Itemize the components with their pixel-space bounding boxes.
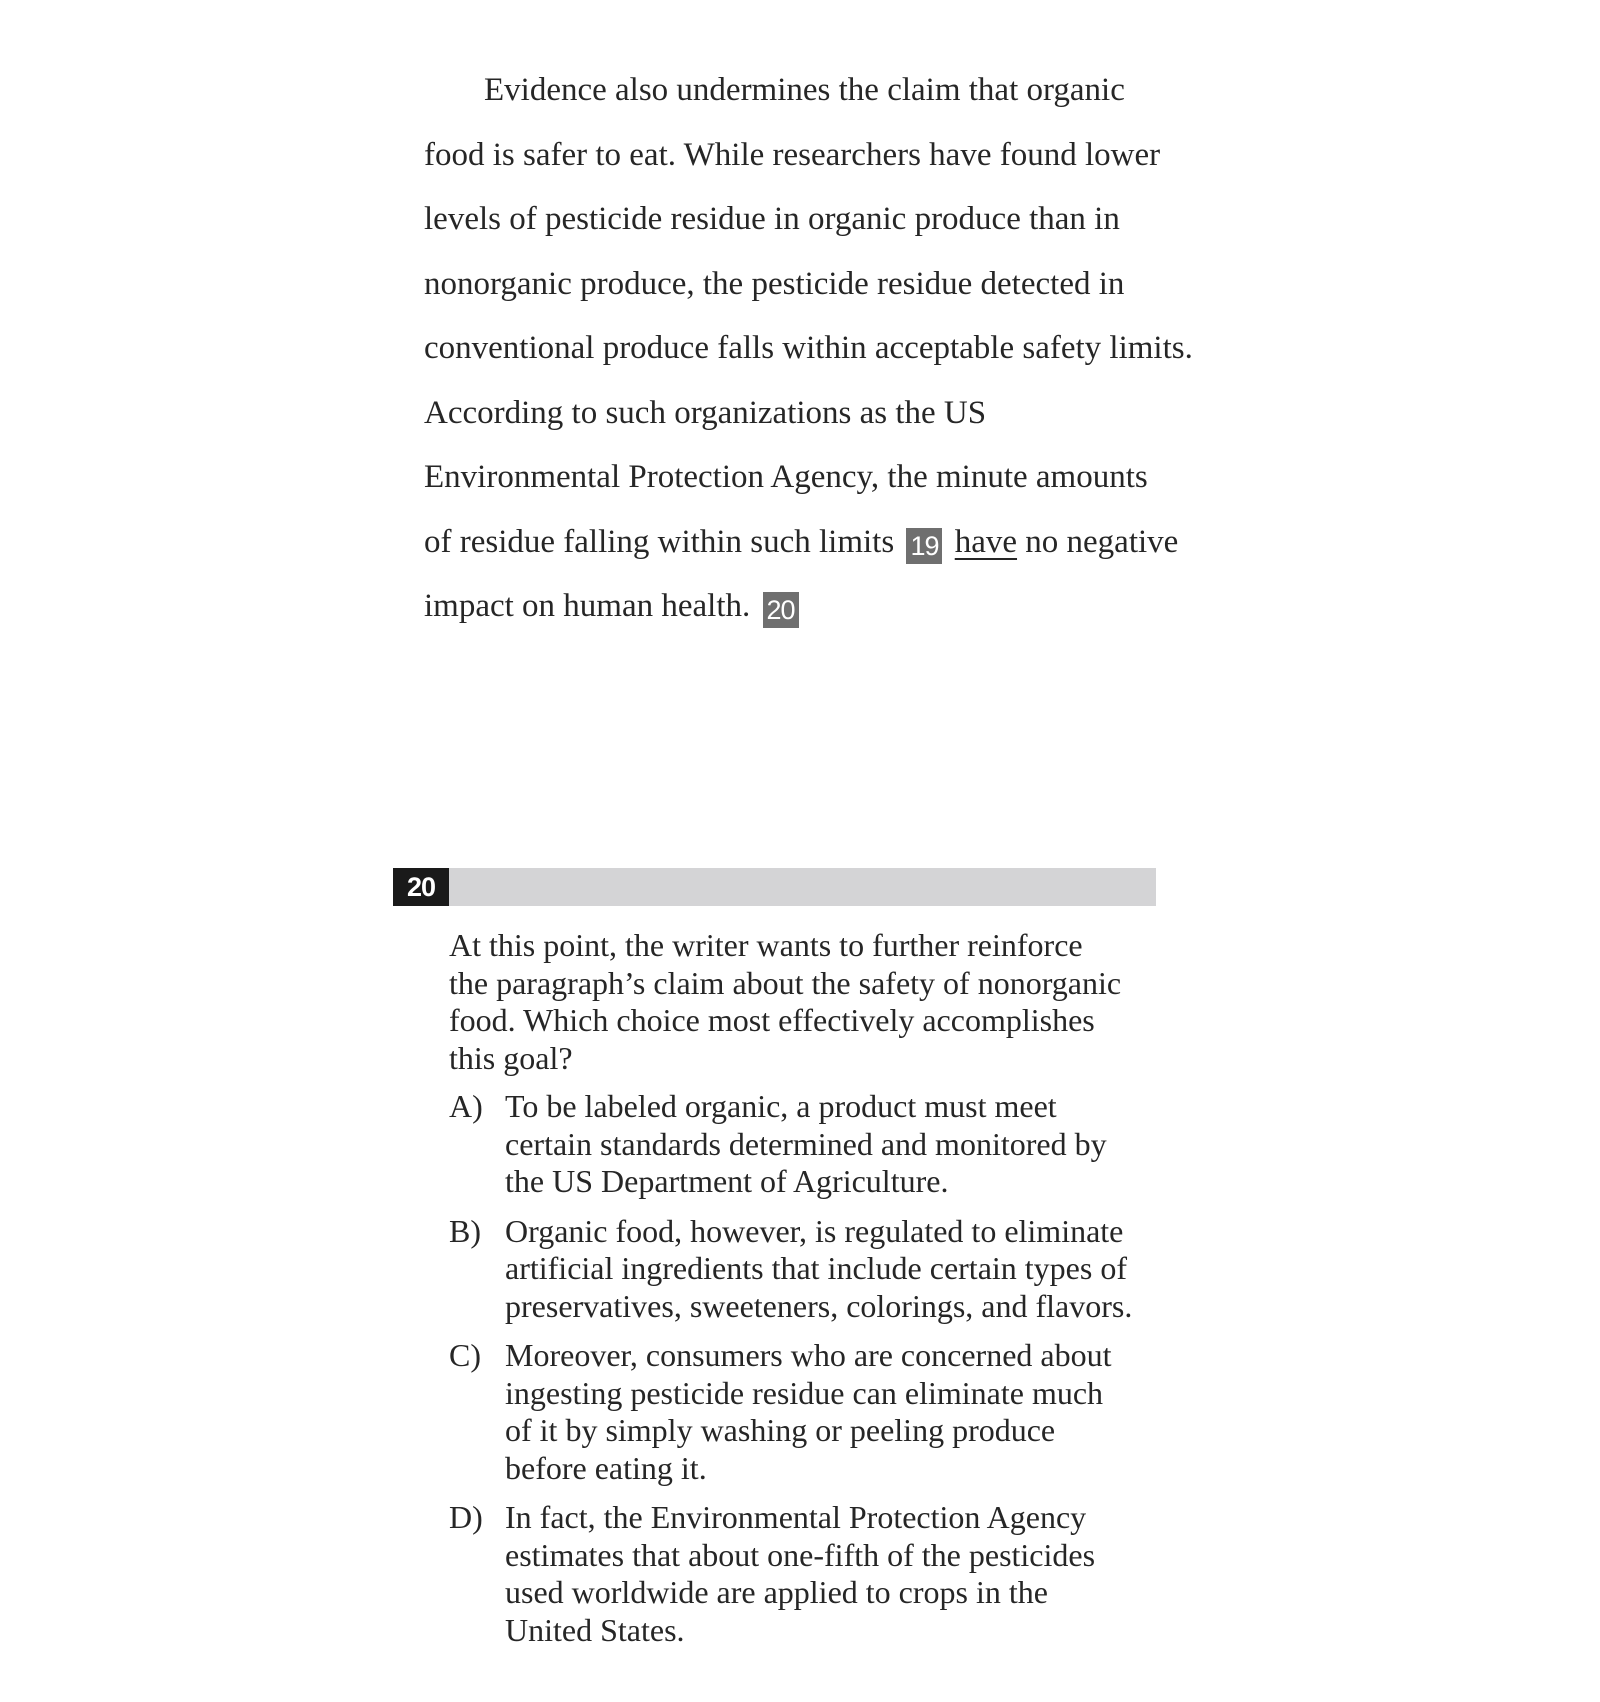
question-marker-20[interactable]: 20 [763,592,799,628]
passage-text: of residue falling within such limits [424,523,895,560]
answer-choice-b[interactable] [449,1213,1189,1326]
choice-line: Organic food, however, is regulated to eliminate [505,1212,1124,1249]
choice-line: Moreover, consumers who are concerned about [505,1337,1112,1373]
question-header-bar [393,868,1156,906]
choice-line: In fact, the Environmental Protection Agency [505,1499,1087,1535]
passage [424,58,1224,639]
choice-line: of it by simply washing or peeling produce [505,1412,1056,1448]
choice-letter: A) [449,1088,483,1124]
question-prompt-line: the paragraph’s claim about the safety of nonorganic [449,964,1122,1001]
choice-line: estimates that about one-fifth of the pesticides [505,1536,1096,1573]
passage-line: conventional produce falls within acceptable safety limits. [424,330,1193,366]
answer-choice-a[interactable] [449,1088,1189,1201]
passage-line: food is safer to eat. While researchers have found lower [424,136,1161,173]
answer-choice-c[interactable] [449,1337,1189,1487]
answer-choices [449,1088,1189,1661]
choice-line: used worldwide are applied to crops in the [505,1574,1048,1610]
question-prompt-line: food. Which choice most effectively accomplishes [449,1002,1095,1038]
passage-line: Environmental Protection Agency, the minute amounts [424,459,1148,495]
answer-choice-d[interactable] [449,1499,1189,1649]
choice-line: certain standards determined and monitored by [505,1125,1107,1162]
choice-line: To be labeled organic, a product must meet [505,1088,1057,1124]
choice-line: ingesting pesticide residue can eliminate much [505,1374,1104,1411]
passage-line: Evidence also undermines the claim that organic [484,72,1125,108]
passage-line: According to such organizations as the US [424,394,987,431]
passage-line [424,510,1224,575]
passage-line: levels of pesticide residue in organic produce than in [424,201,1120,237]
choice-line: artificial ingredients that include certain types of [505,1250,1127,1286]
question-marker-19[interactable]: 19 [906,528,942,564]
choice-line: United States. [505,1611,685,1648]
choice-line: the US Department of Agriculture. [505,1163,949,1199]
question-prompt-line: this goal? [449,1039,573,1076]
underlined-phrase[interactable]: have [954,523,1018,560]
question-prompt-line: At this point, the writer wants to further reinforce [449,927,1083,963]
question-prompt [449,927,1169,1077]
question-number-badge: 20 [393,868,449,906]
passage-text: no negative [1025,523,1179,560]
passage-line [424,574,1224,639]
choice-line: before eating it. [505,1449,707,1486]
passage-line: nonorganic produce, the pesticide residue detected in [424,265,1125,302]
passage-text: impact on human health. [424,588,751,624]
choice-letter: B) [449,1212,481,1249]
choice-line: preservatives, sweeteners, colorings, and flavors. [505,1287,1133,1324]
choice-letter: C) [449,1337,481,1373]
choice-letter: D) [449,1499,483,1535]
